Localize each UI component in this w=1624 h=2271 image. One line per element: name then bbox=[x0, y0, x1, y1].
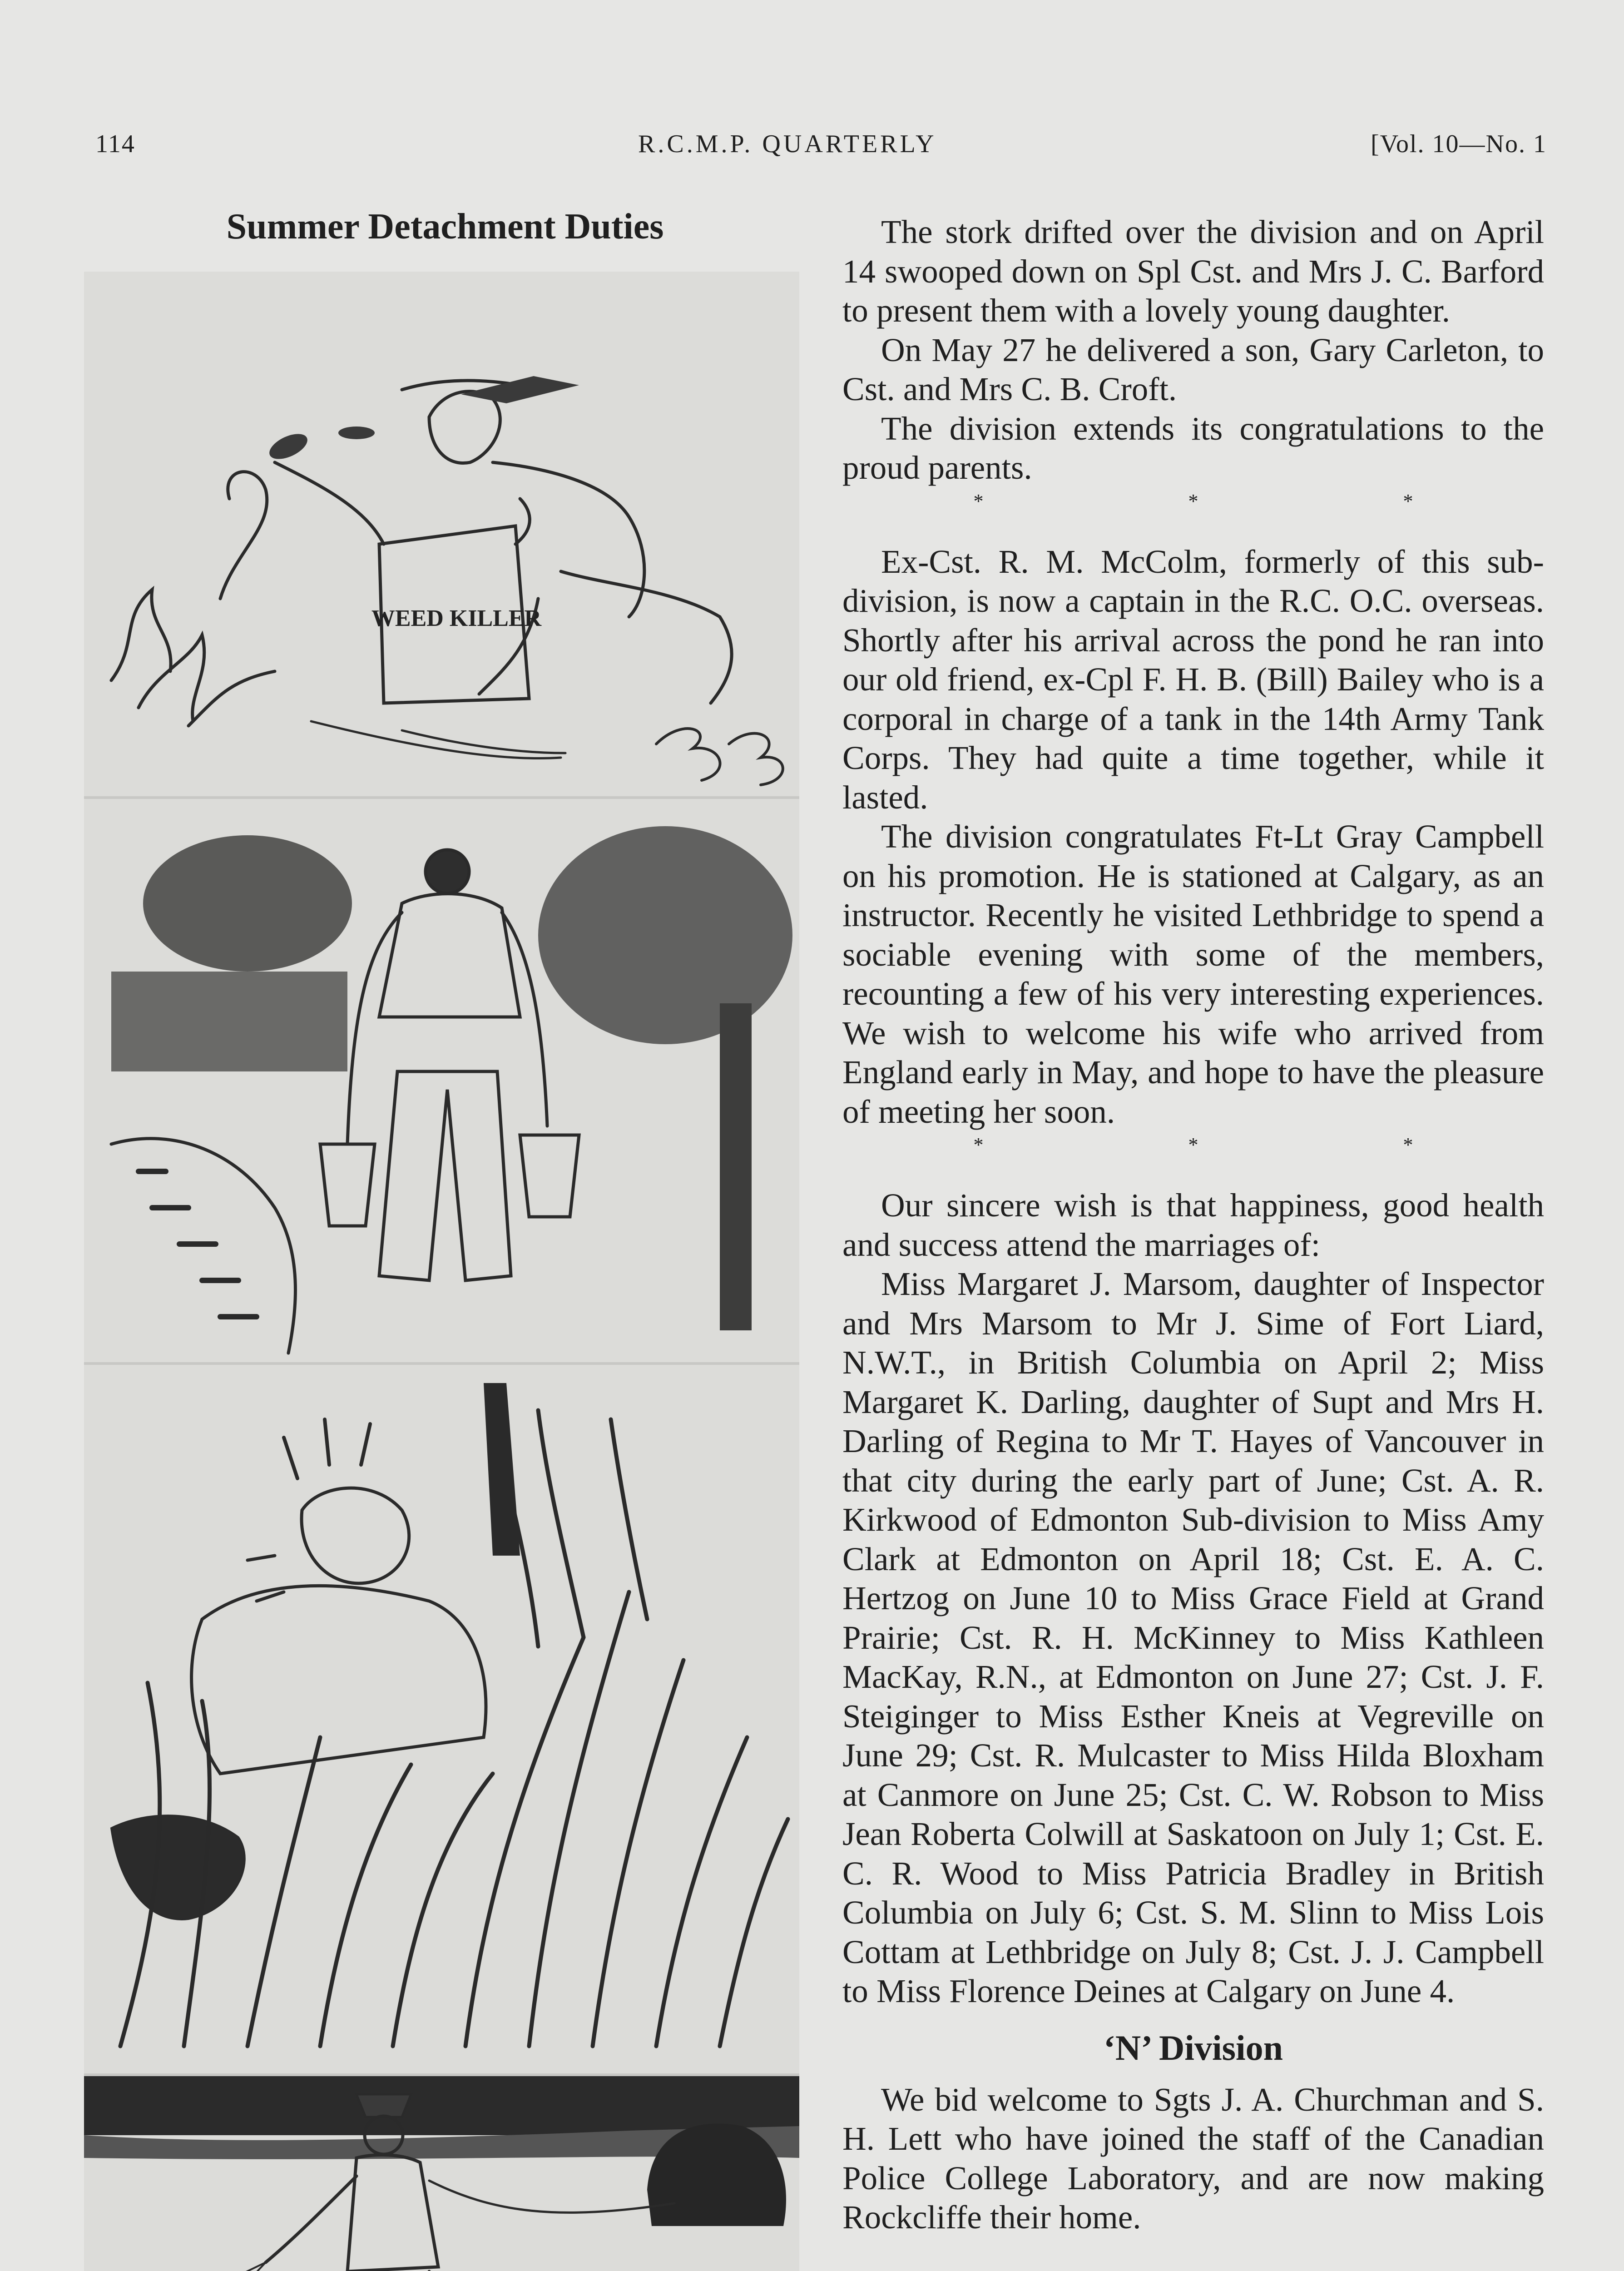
cartoon-panel-weed-killer bbox=[84, 272, 799, 799]
can-label: WEED KILLER bbox=[371, 605, 542, 631]
division-subheading: ‘N’ Division bbox=[1103, 2028, 1283, 2068]
paragraph: The division congratulates Ft-Lt Gray Campbell on his promotion. He is stationed at Calgary, as an instructor. Recently he visited Lethbridge to spend a sociable evening with some of the members, recounting a few of his very interesting experiences. We wish to welcome his wife who arrived from England early in May, and hope to have the pleasure of meeting her soon. bbox=[842, 818, 1544, 1130]
magazine-title: R.C.M.P. QUARTERLY bbox=[638, 130, 937, 158]
cartoon-panel-water-buckets bbox=[84, 799, 799, 1365]
paragraph: We bid welcome to Sgts J. A. Churchman and S. H. Lett who have joined the staff of the Canadian Police College Laboratory, and are now making Rockcliffe their home. bbox=[842, 2081, 1544, 2236]
flashlight-night-illustration bbox=[84, 2076, 799, 2271]
paragraph: Our sincere wish is that happiness, good health and success attend the marriages of: bbox=[842, 1187, 1544, 1263]
volume-issue: [Vol. 10—No. 1 bbox=[1371, 130, 1547, 158]
tall-grass-illustration bbox=[84, 1365, 799, 2073]
water-buckets-illustration bbox=[84, 799, 799, 1362]
paragraph: Ex-Cst. R. M. McColm, formerly of this sub-division, is now a captain in the R.C. O.C. overseas. Shortly after his arrival across the pond he ran into our old friend, ex-Cpl F. H. B. (Bill) Bailey who is a corporal in charge of a tank in the 14th Army Tank Corps. They had quite a time together, while it lasted. bbox=[842, 543, 1544, 816]
page-number: 114 bbox=[95, 130, 135, 158]
paragraph: On May 27 he delivered a son, Gary Carleton, to Cst. and Mrs C. B. Croft. bbox=[842, 331, 1544, 407]
paragraph: The stork drifted over the division and on April 14 swooped down on Spl Cst. and Mrs J. C. Barford to present them with a lovely young daughter. bbox=[842, 213, 1544, 329]
cartoon-panel-tall-grass bbox=[84, 1365, 799, 2076]
weed-killer-illustration bbox=[84, 272, 799, 796]
cartoon-column bbox=[84, 207, 806, 2271]
paragraph: Miss Margaret J. Marsom, daughter of Inspector and Mrs Marsom to Mr J. Sime of Fort Liard, N.W.T., in British Columbia on April 2; Miss Margaret K. Darling, daughter of Supt and Mrs H. Darling of Regina to Mr T. Hayes of Vancouver in that city during the early part of June; Cst. A. R. Kirkwood of Edmonton Sub-division to Miss Amy Clark at Edmonton on April 18; Cst. E. A. C. Hertzog on June 10 to Miss Grace Field at Grand Prairie; Cst. R. H. McKinney to Miss Kathleen MacKay, R.N., at Edmonton on June 27; Cst. J. F. Steiginger to Miss Esther Kneis at Vegreville on June 29; Cst. R. Mulcaster to Miss Hilda Bloxham at Canmore on June 25; Cst. C. W. Robson to Miss Jean Roberta Colwill at Saskatoon on July 1; Cst. E. C. R. Wood to Miss Patricia Bradley in British Columbia on July 6; Cst. S. M. Slinn to Miss Lois Cottam at Lethbridge on July 8; Cst. J. J. Campbell to Miss Florence Deines at Calgary on June 4. bbox=[842, 1265, 1544, 2009]
section-separator: * * * bbox=[973, 490, 1513, 512]
section-title: Summer Detachment Duties bbox=[226, 207, 664, 247]
section-separator: * * * bbox=[973, 1134, 1513, 1156]
running-header bbox=[95, 129, 1547, 170]
article-text-column bbox=[842, 213, 1544, 2237]
paragraph: The division extends its congratulations to the proud parents. bbox=[842, 410, 1544, 486]
cartoon-panel-flashlight-night bbox=[84, 2076, 799, 2271]
